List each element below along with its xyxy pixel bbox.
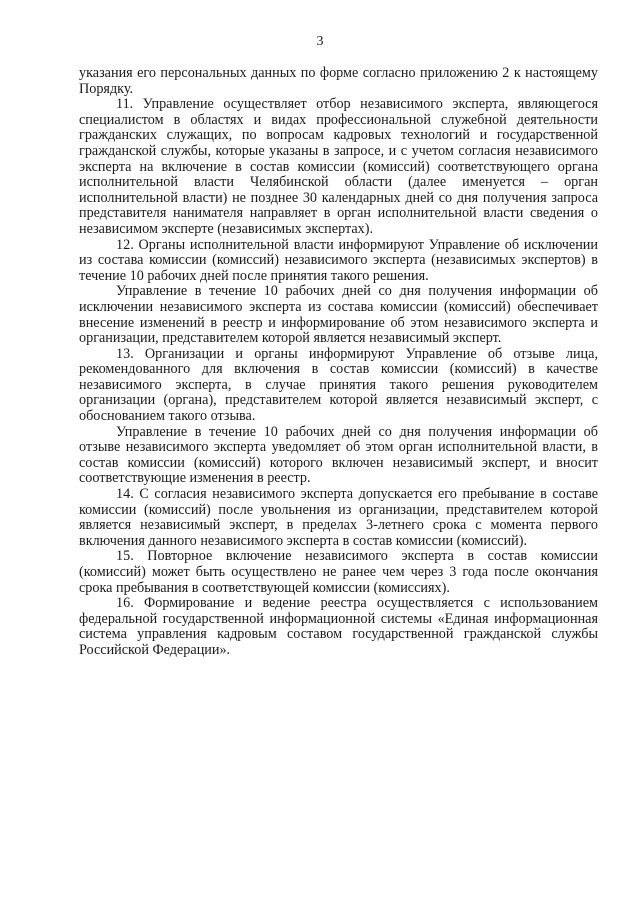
paragraph-16: 16. Формирование и ведение реестра осуществляется с использованием федеральной государственной информационной системы «Единая информационная система управления кадровым составом государственной гражданской службы Российской Федерации». — [79, 595, 598, 658]
paragraph-14: 14. С согласия независимого эксперта допускается его пребывание в составе комиссии (комиссий) после увольнения из организации, представителем которой является независимый эксперт, в пределах 3-летнего срока с момента первого включения данного независимого эксперта в состав комиссии (комиссий). — [79, 486, 598, 549]
paragraph-13-addendum: Управление в течение 10 рабочих дней со дня получения информации об отзыве независимого эксперта уведомляет об этом орган исполнительной власти, в состав комиссии (комиссий) которого включен независимый эксперт, и вносит соответствующие изменения в реестр. — [79, 423, 598, 487]
paragraph-13: 13. Организации и органы информируют Управление об отзыве лица, рекомендованного для включения в состав комиссии (комиссий) в качестве независимого эксперта, в случае принятия такого решения руководителем организации (органа), представителем которой является независимый эксперт, с обоснованием такого отзыва. — [79, 345, 598, 425]
paragraph-continuation: указания его персональных данных по форме согласно приложению 2 к настоящему Порядку. — [79, 65, 598, 97]
paragraph-11: 11. Управление осуществляет отбор независимого эксперта, являющегося специалистом в областях и видах профессиональной служебной деятельности гражданских служащих, по вопросам кадровых технологий и государственной гражданской службы, которые указаны в запросе, и с учетом согласия независимого эксперта на включение в состав комиссии (комиссий) соответствующего органа исполнительной власти Челябинской области (далее именуется – орган исполнительной власти) не позднее 30 календарных дней со дня получения запроса представителя нанимателя направляет в орган исполнительной власти сведения о независимом эксперте (независимых экспертах). — [79, 96, 598, 237]
paragraph-12-addendum: Управление в течение 10 рабочих дней со дня получения информации об исключении независимого эксперта из состава комиссии (комиссий) обеспечивает внесение изменений в реестр и информирование об этом независимого эксперта и организации, представителем которой является независимый эксперт. — [79, 283, 598, 347]
paragraph-12: 12. Органы исполнительной власти информируют Управление об исключении из состава комиссии (комиссий) независимого эксперта (независимых экспертов) в течение 10 рабочих дней после принятия такого решения. — [79, 236, 598, 284]
page-number: 3 — [316, 34, 324, 49]
paragraph-15: 15. Повторное включение независимого эксперта в состав комиссии (комиссий) может быть осуществлено не ранее чем через 3 года после окончания срока пребывания в соответствующей комиссии (комиссиях). — [79, 548, 598, 596]
document-body — [79, 66, 598, 659]
